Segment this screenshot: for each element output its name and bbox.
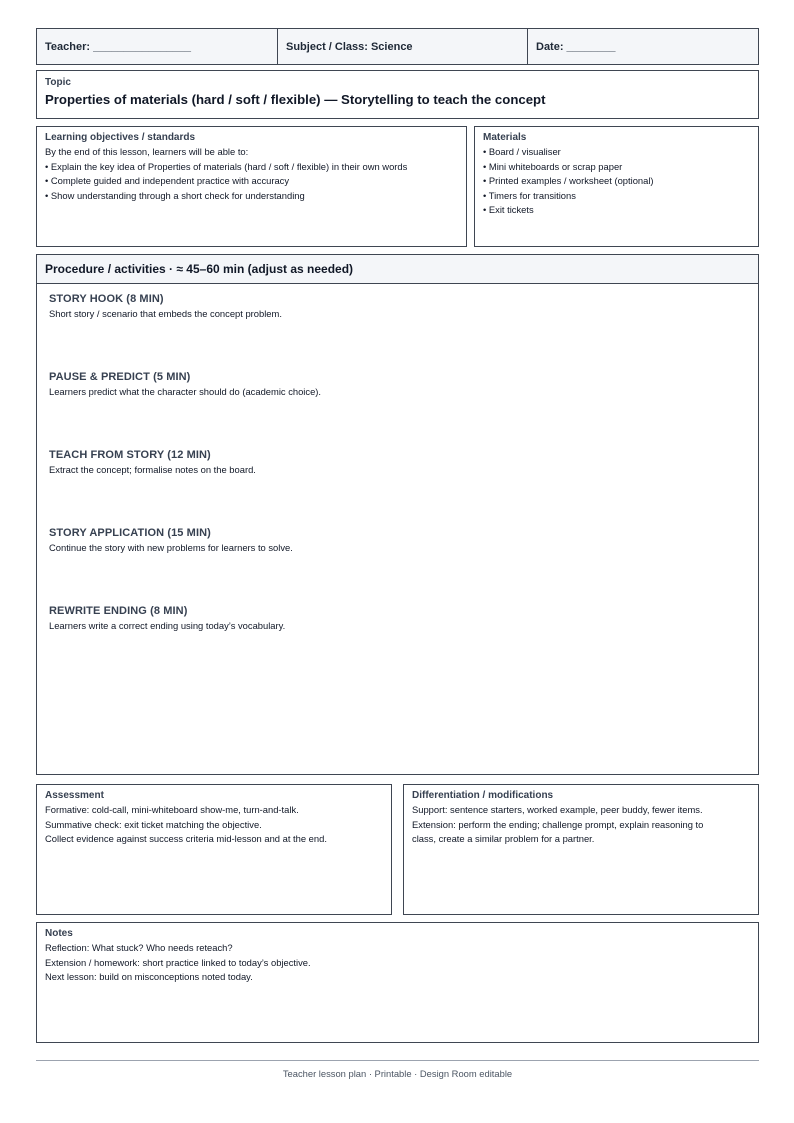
differentiation-line: Support: sentence starters, worked example, peer buddy, fewer items. <box>412 804 703 815</box>
differentiation-section <box>403 784 759 915</box>
materials-list <box>483 145 750 218</box>
notes-line: Next lesson: build on misconceptions noted today. <box>45 971 253 982</box>
objective-line: • Complete guided and independent practice with accuracy <box>45 175 290 186</box>
step-title: TEACH FROM STORY (12 MIN) <box>49 449 211 461</box>
assessment-line: Formative: cold-call, mini-whiteboard show-me, turn-and-talk. <box>45 804 299 815</box>
material-item: • Board / visualiser <box>483 146 561 157</box>
step-title: PAUSE & PREDICT (5 MIN) <box>49 371 191 383</box>
step-description: Learners write a correct ending using today’s vocabulary. <box>49 620 286 631</box>
materials-label: Materials <box>483 132 527 143</box>
objectives-section <box>36 126 467 247</box>
topic-label: Topic <box>45 77 71 88</box>
differentiation-lines <box>412 803 750 847</box>
material-item: • Printed examples / worksheet (optional) <box>483 175 654 186</box>
objective-line: By the end of this lesson, learners will be able to: <box>45 146 249 157</box>
notes-section <box>36 922 759 1043</box>
step-title: STORY APPLICATION (15 MIN) <box>49 527 211 539</box>
material-item: • Mini whiteboards or scrap paper <box>483 160 623 172</box>
procedure-step <box>49 371 321 397</box>
procedure-header: Procedure / activities · ≈ 45–60 min (adjust as needed) <box>37 255 758 284</box>
assessment-line: Summative check: exit ticket matching the objective. <box>45 818 262 830</box>
procedure-step <box>49 605 285 631</box>
notes-line: Reflection: What stuck? Who needs reteach? <box>45 942 233 953</box>
assessment-section <box>36 784 392 915</box>
procedure-step <box>49 449 256 475</box>
notes-label: Notes <box>45 928 73 939</box>
assessment-lines <box>45 803 383 847</box>
assessment-line: Collect evidence against success criteria mid-lesson and at the end. <box>45 833 327 844</box>
header-row <box>36 28 759 65</box>
notes-lines <box>45 941 750 985</box>
procedure-step <box>49 293 282 319</box>
step-description: Learners predict what the character should do (academic choice). <box>49 386 322 397</box>
step-description: Continue the story with new problems for learners to solve. <box>49 542 293 553</box>
differentiation-line: Extension: perform the ending; challenge prompt, explain reasoning to <box>412 818 704 830</box>
step-description: Extract the concept; formalise notes on the board. <box>49 464 256 475</box>
topic-section <box>36 70 759 119</box>
step-title: REWRITE ENDING (8 MIN) <box>49 605 188 617</box>
objectives-list <box>45 145 458 203</box>
topic-title: Properties of materials (hard / soft / flexible) — Storytelling to teach the concept <box>45 92 546 107</box>
subject-class-field[interactable]: Subject / Class: Science <box>277 29 527 64</box>
date-field[interactable]: Date: ________ <box>527 29 758 64</box>
objective-line: • Explain the key idea of Properties of materials (hard / soft / flexible) in their own words <box>45 160 408 172</box>
objective-line: • Show understanding through a short check for understanding <box>45 189 305 201</box>
material-item: • Timers for transitions <box>483 189 576 201</box>
step-description: Short story / scenario that embeds the concept problem. <box>49 308 282 319</box>
differentiation-label: Differentiation / modifications <box>412 790 554 801</box>
step-title: STORY HOOK (8 MIN) <box>49 293 164 305</box>
materials-section <box>474 126 759 247</box>
procedure-step <box>49 527 293 553</box>
notes-line: Extension / homework: short practice linked to today’s objective. <box>45 956 311 968</box>
footer-text: Teacher lesson plan · Printable · Design Room editable <box>282 1068 513 1079</box>
procedure-section <box>36 254 759 775</box>
material-item: • Exit tickets <box>483 204 534 215</box>
differentiation-line: class, create a similar problem for a partner. <box>412 833 595 844</box>
assessment-label: Assessment <box>45 790 104 801</box>
objectives-label: Learning objectives / standards <box>45 132 196 143</box>
footer-divider <box>36 1060 759 1061</box>
teacher-field[interactable]: Teacher: ________________ <box>45 40 191 53</box>
